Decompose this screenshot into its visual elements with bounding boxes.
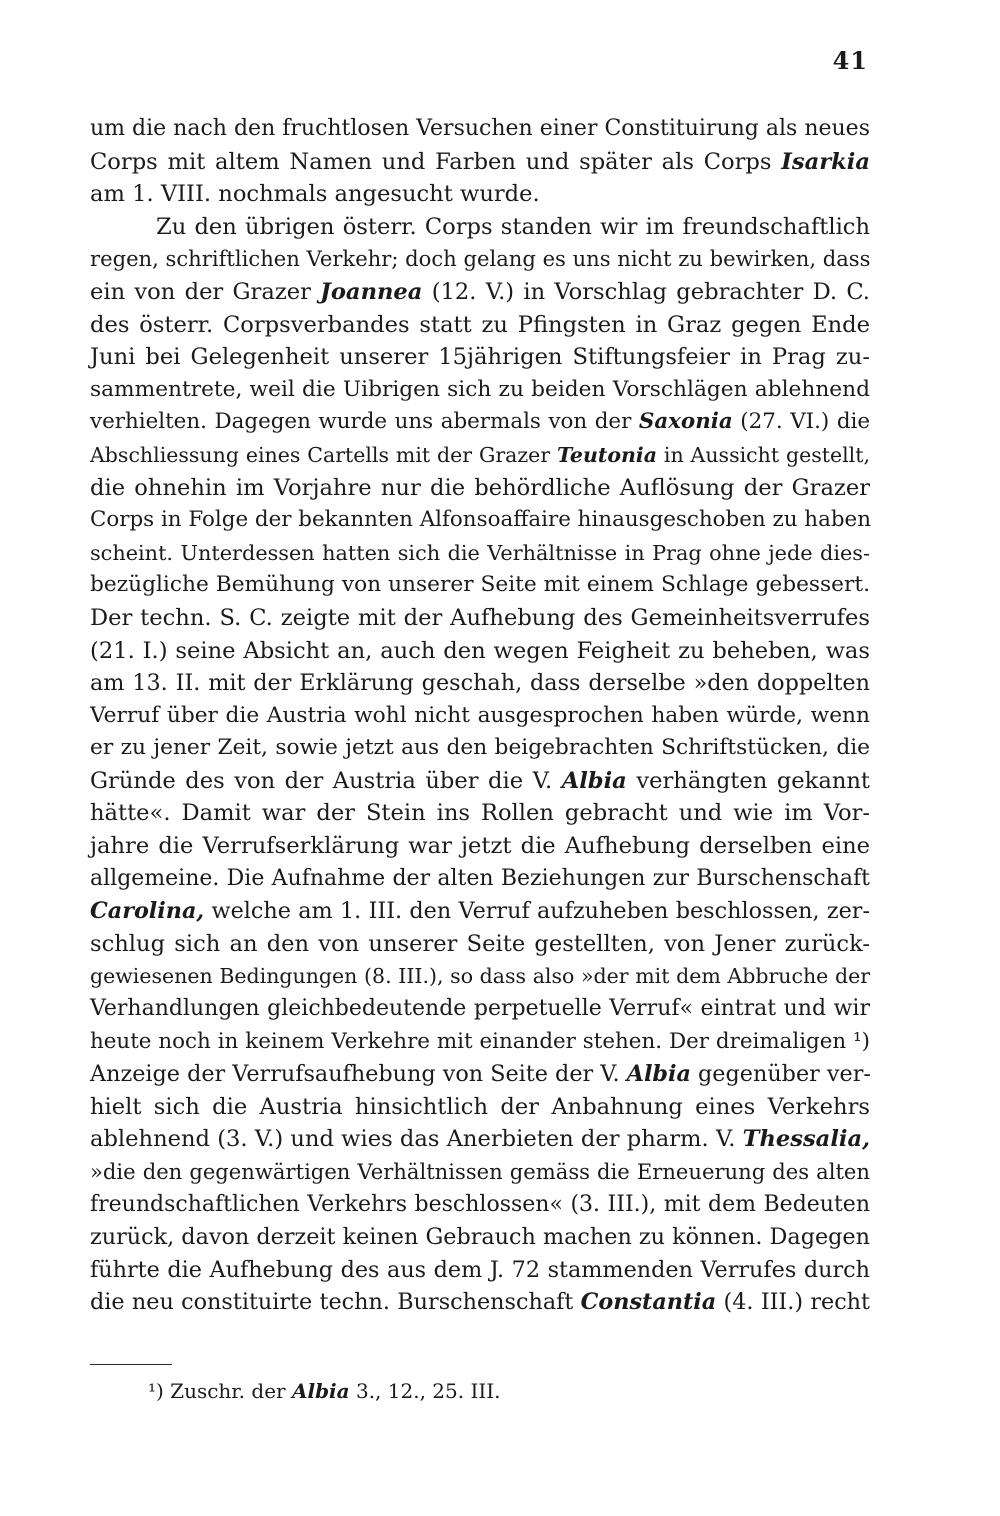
- text-line: [90, 406, 870, 439]
- text-segment: zurück, davon derzeit keinen Gebrauch machen zu können. Dagegen: [90, 1224, 870, 1251]
- text-line: [90, 700, 870, 733]
- text-segment: die ohnehin im Vorjahre nur die behördliche Auflösung der Grazer: [90, 474, 870, 501]
- text-line: [90, 928, 870, 961]
- italic-name: Teutonia: [557, 442, 657, 467]
- text-line: [90, 341, 870, 374]
- footnote-text-after: 3., 12., 25. III.: [349, 1379, 501, 1403]
- page-number: 41: [832, 46, 868, 75]
- text-segment: Corps in Folge der bekannten Alfonsoaffaire hinausgeschoben zu haben: [90, 507, 871, 533]
- footnote-italic: Albia: [291, 1379, 350, 1403]
- text-segment: freundschaftlichen Verkehrs beschlossen« (3. III.), mit dem Bedeuten: [90, 1191, 870, 1217]
- text-segment: Gründe des von der Austria über die V.: [90, 767, 562, 794]
- text-segment: am 13. II. mit der Erklärung geschah, dass derselbe »den doppelten: [90, 670, 870, 697]
- footnote-rule: [90, 1364, 172, 1365]
- text-segment: jahre die Verrufserklärung war jetzt die Aufhebung derselben eine: [90, 833, 870, 860]
- text-segment: gewiesenen Bedingungen (8. III.), so dass also »der mit dem Abbruche der: [90, 964, 870, 989]
- footnote-text-before: Zuschr. der: [163, 1379, 292, 1403]
- italic-name: Albia: [626, 1061, 691, 1088]
- text-line: [90, 178, 870, 211]
- text-segment: gegenüber ver-: [690, 1061, 871, 1088]
- text-segment: (21. I.) seine Absicht an, auch den wegen Feigheit zu beheben, was: [90, 637, 870, 664]
- text-segment: scheint. Unterdessen hatten sich die Verhältnisse in Prag ohne jede dies-: [90, 540, 870, 565]
- text-segment: Anzeige der Verrufsaufhebung von Seite der V.: [90, 1061, 627, 1088]
- text-segment: Abschliessung eines Cartells mit der Grazer: [90, 442, 558, 467]
- text-segment: des österr. Corpsverbandes statt zu Pfingsten in Graz gegen Ende: [90, 311, 870, 338]
- text-line: [90, 1286, 870, 1319]
- text-segment: verhängten gekannt: [626, 767, 870, 794]
- italic-name: Isarkia: [781, 148, 870, 175]
- text-line: [90, 113, 870, 146]
- text-segment: Der techn. S. C. zeigte mit der Aufhebung des Gemeinheitsverrufes: [90, 604, 870, 631]
- text-line: [90, 472, 870, 505]
- text-line: [90, 830, 870, 863]
- text-segment: Juni bei Gelegenheit unserer 15jährigen Stiftungsfeier in Prag zu-: [90, 344, 870, 371]
- text-line: [90, 1026, 870, 1059]
- text-line: [90, 243, 870, 276]
- text-segment: (4. III.) recht: [716, 1289, 870, 1316]
- italic-name: Carolina,: [90, 898, 205, 925]
- text-segment: führte die Aufhebung des aus dem J. 72 stammenden Verrufes durch: [90, 1256, 870, 1283]
- text-line: [90, 1254, 870, 1287]
- text-segment: ablehnend (3. V.) und wies das Anerbieten der pharm. V.: [90, 1126, 743, 1153]
- text-line: [90, 1189, 870, 1222]
- text-segment: regen, schriftlichen Verkehr; doch gelang es uns nicht zu bewirken, dass: [90, 246, 871, 272]
- text-line: [90, 439, 870, 472]
- text-line: [90, 960, 870, 993]
- text-line: [90, 1221, 870, 1254]
- text-line: [90, 537, 870, 570]
- text-line: [90, 732, 870, 765]
- text-segment: verhielten. Dagegen wurde uns abermals von der: [90, 409, 639, 435]
- text-segment: hätte«. Damit war der Stein ins Rollen gebracht und wie im Vor-: [90, 800, 870, 827]
- text-segment: um die nach den fruchtlosen Versuchen einer Constituirung als neues: [90, 116, 870, 141]
- text-segment: Zu den übrigen österr. Corps standen wir im freundschaftlich: [156, 213, 870, 240]
- text-line: [90, 993, 870, 1026]
- text-segment: »die den gegenwärtigen Verhältnissen gemäss die Erneuerung des alten: [90, 1159, 870, 1184]
- italic-name: Constantia: [580, 1289, 717, 1316]
- text-line: [90, 1058, 870, 1091]
- text-line: [90, 569, 870, 602]
- text-line: [90, 635, 870, 668]
- text-line: [90, 276, 870, 309]
- text-segment: Verhandlungen gleichbedeutende perpetuelle Verruf« eintrat und wir: [90, 996, 870, 1022]
- italic-name: Albia: [561, 767, 627, 794]
- text-segment: ein von der Grazer: [90, 278, 321, 305]
- text-segment: in Aussicht gestellt,: [656, 442, 870, 467]
- text-line: [90, 863, 870, 896]
- italic-name: Thessalia,: [742, 1126, 870, 1153]
- text-segment: hielt sich die Austria hinsichtlich der Anbahnung eines Verkehrs: [90, 1093, 870, 1120]
- text-line: [90, 895, 870, 928]
- text-segment: Corps mit altem Namen und Farben und später als Corps: [90, 148, 782, 175]
- text-line: [90, 146, 870, 179]
- text-segment: bezügliche Bemühung von unserer Seite mit einem Schlage gebessert.: [90, 572, 870, 598]
- footnote: [148, 1376, 501, 1406]
- text-line: [90, 797, 870, 830]
- text-segment: Verruf über die Austria wohl nicht ausgesprochen haben würde, wenn: [90, 702, 870, 728]
- text-line: [90, 211, 870, 244]
- text-segment: welche am 1. III. den Verruf aufzuheben beschlossen, zer-: [204, 898, 870, 925]
- text-segment: er zu jener Zeit, sowie jetzt aus den beigebrachten Schriftstücken, die: [90, 735, 870, 761]
- text-line: [90, 1156, 870, 1189]
- text-line: [90, 1091, 870, 1124]
- text-line: [90, 765, 870, 798]
- text-segment: allgemeine. Die Aufnahme der alten Beziehungen zur Burschenschaft: [90, 865, 870, 891]
- text-segment: die neu constituirte techn. Burschenschaft: [90, 1289, 581, 1316]
- text-segment: am 1. VIII. nochmals angesucht wurde.: [90, 181, 540, 208]
- text-line: [90, 504, 870, 537]
- text-line: [90, 602, 870, 635]
- italic-name: Saxonia: [638, 409, 733, 435]
- text-line: [90, 667, 870, 700]
- text-line: [90, 374, 870, 407]
- text-segment: sammentrete, weil die Uibrigen sich zu beiden Vorschlägen ablehnend: [90, 376, 870, 402]
- text-segment: heute noch in keinem Verkehre mit einander stehen. Der dreimaligen ¹): [90, 1028, 870, 1054]
- text-segment: (12. V.) in Vorschlag gebrachter D. C.: [422, 278, 870, 305]
- text-line: [90, 309, 870, 342]
- text-segment: (27. VI.) die: [732, 409, 871, 435]
- text-line: [90, 1123, 870, 1156]
- footnote-marker: ¹): [148, 1379, 164, 1403]
- text-segment: schlug sich an den von unserer Seite gestellten, von Jener zurück-: [90, 930, 870, 957]
- italic-name: Joannea: [320, 278, 423, 305]
- body-text: [90, 113, 870, 1319]
